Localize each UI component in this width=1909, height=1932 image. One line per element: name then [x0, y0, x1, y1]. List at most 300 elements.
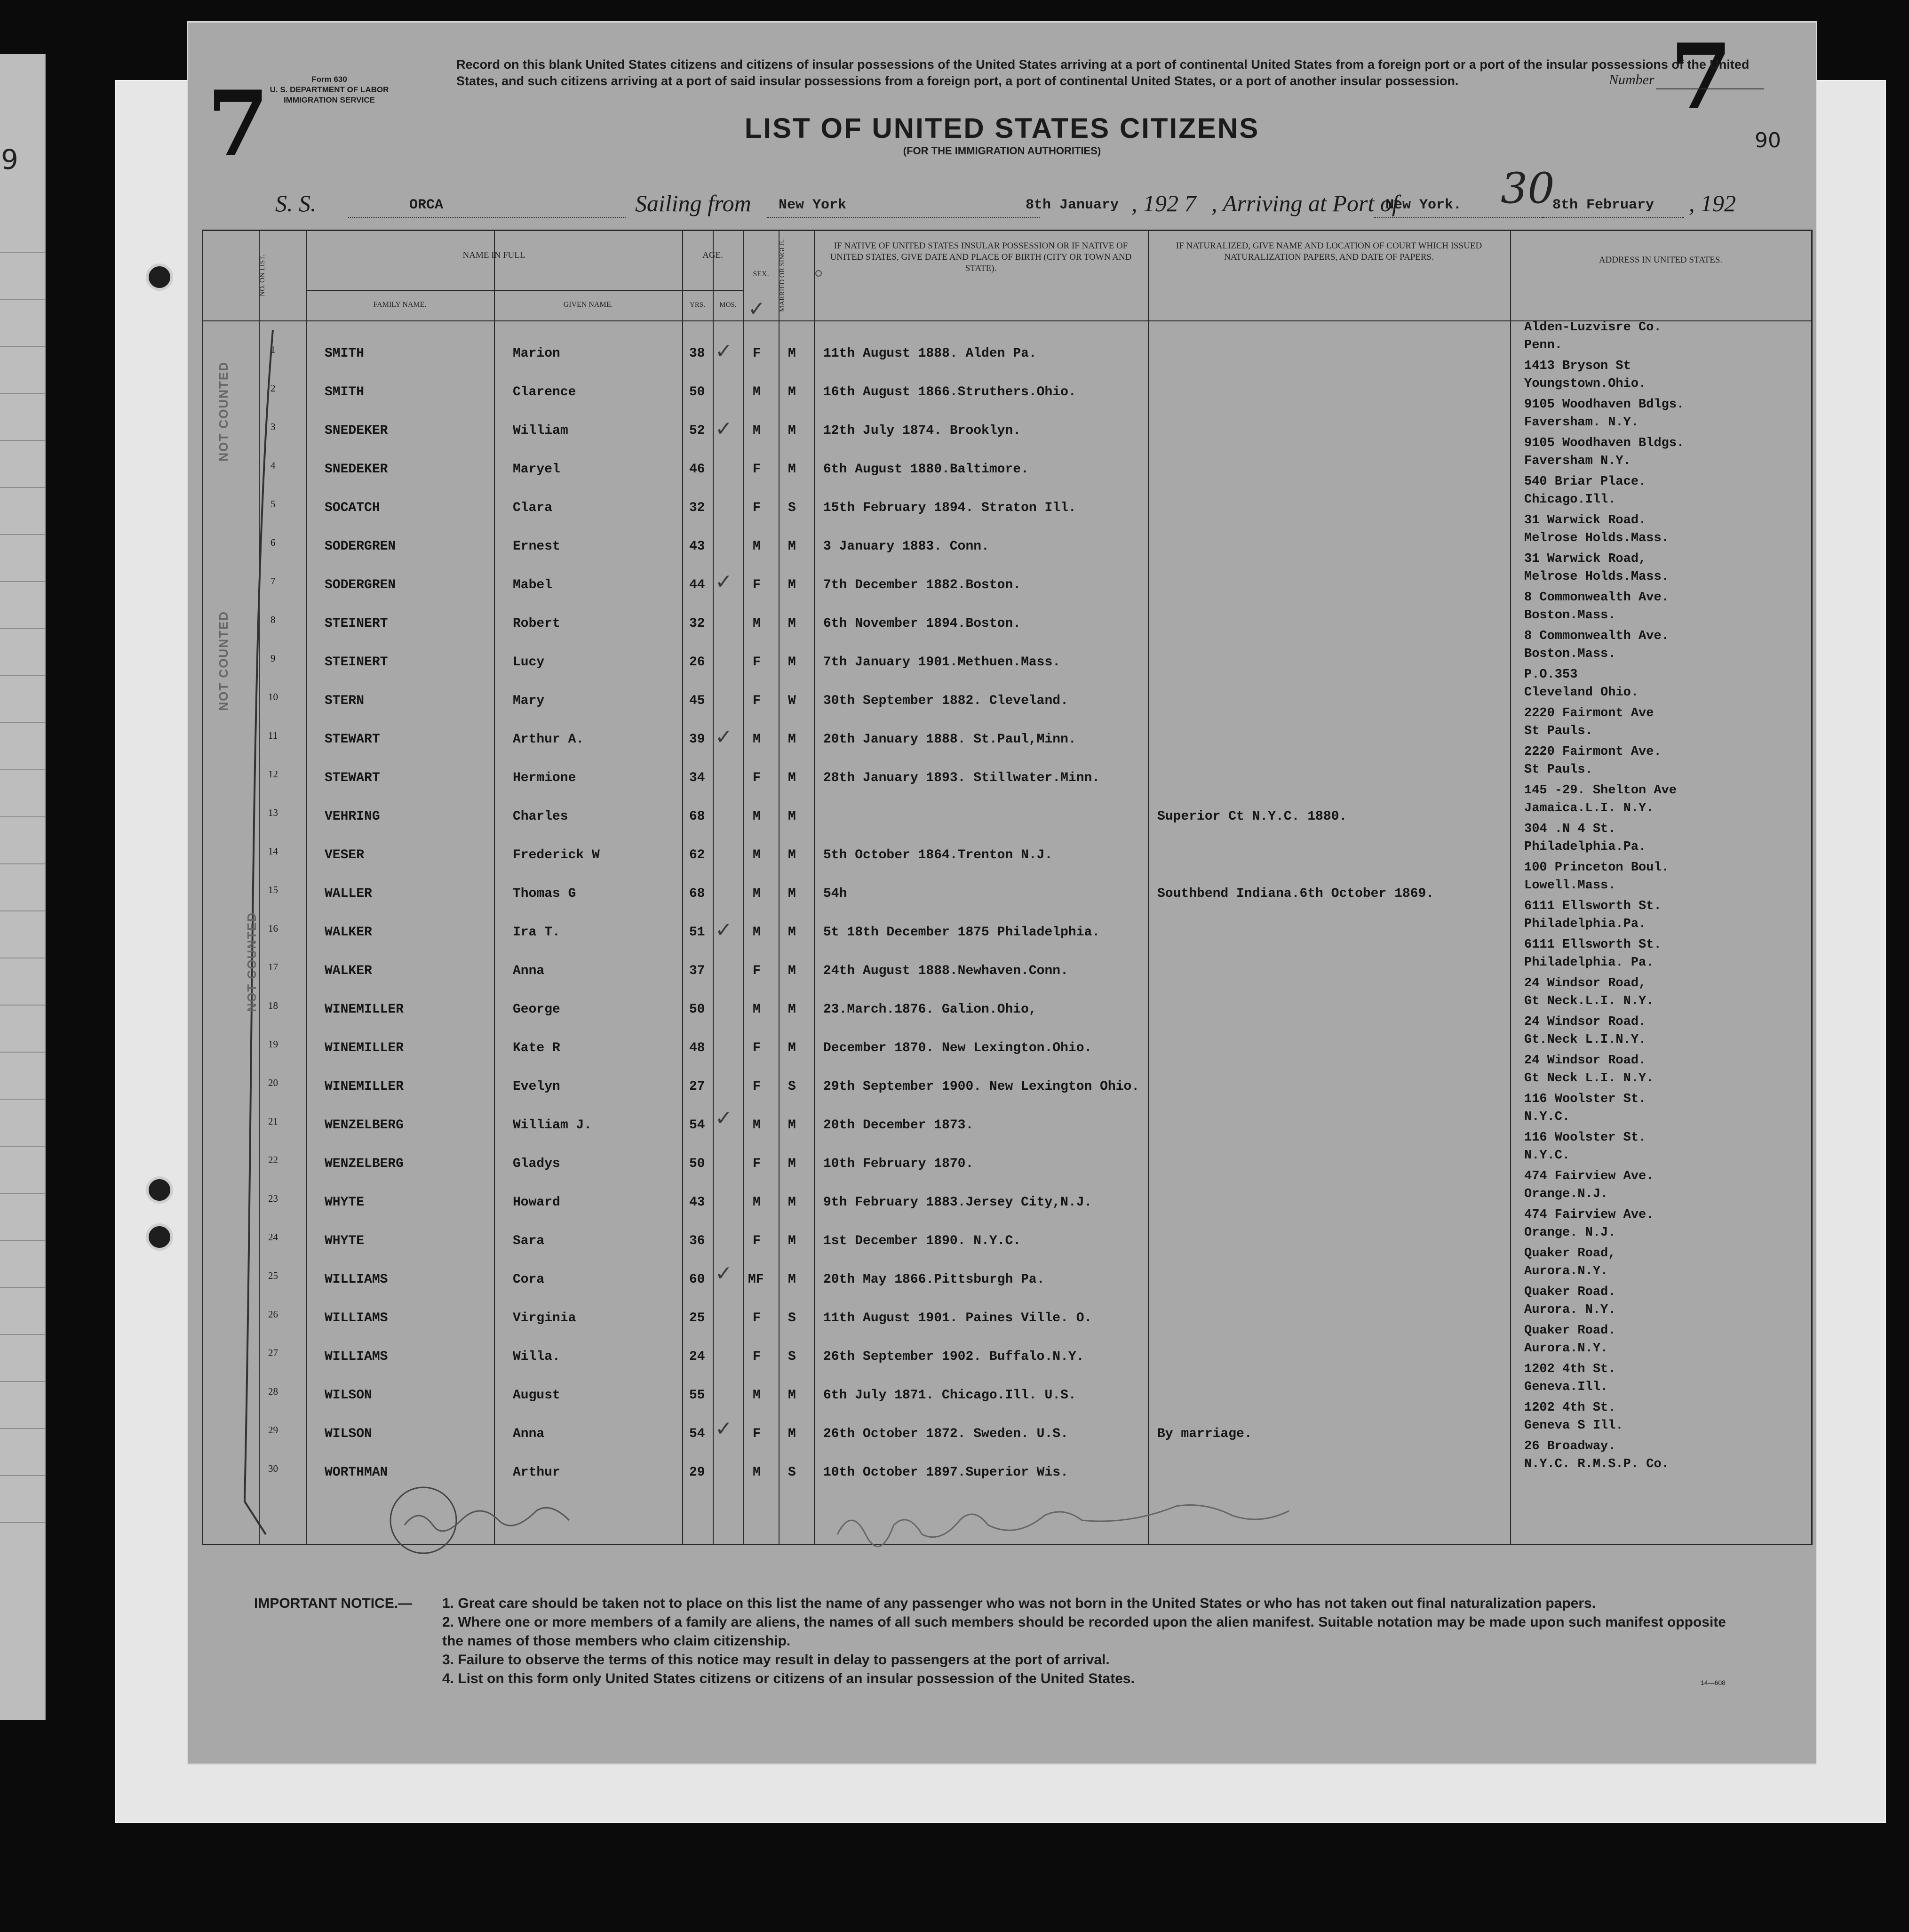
- marital-status: M: [788, 732, 796, 747]
- given-name: Lucy: [513, 655, 545, 670]
- marital-status: W: [788, 694, 796, 708]
- marital-status: M: [788, 1427, 796, 1441]
- ss-label: S. S.: [275, 190, 317, 216]
- sailing-from-port: New York: [779, 197, 847, 213]
- birth-date-place: 29th September 1900. New Lexington Ohio.: [823, 1079, 1140, 1094]
- address-line-1: P.O.353: [1524, 668, 1578, 682]
- age-years: 32: [689, 501, 705, 515]
- address-line-2: Faversham N.Y.: [1524, 454, 1631, 468]
- family-name: SOCATCH: [325, 501, 380, 515]
- sex: M: [753, 423, 761, 438]
- address-line-2: Melrose Holds.Mass.: [1524, 570, 1669, 584]
- big-number-right: 7: [1670, 24, 1733, 129]
- sex: MF: [748, 1272, 764, 1287]
- marital-status: S: [788, 1311, 796, 1325]
- age-years: 39: [689, 732, 705, 747]
- given-name: Clarence: [513, 385, 576, 399]
- sex: M: [753, 1465, 761, 1480]
- family-name: STERN: [325, 694, 365, 708]
- col-given-name: GIVEN NAME.: [563, 301, 613, 309]
- age-years: 60: [689, 1272, 705, 1287]
- address-line-2: Aurora.N.Y.: [1524, 1341, 1608, 1356]
- given-name: Robert: [513, 616, 560, 631]
- marital-status: M: [788, 423, 796, 438]
- marital-status: M: [788, 1234, 796, 1248]
- sailing-date: 8th January: [1026, 197, 1119, 213]
- col-age-yrs: YRS.: [690, 301, 705, 309]
- birth-date-place: 24th August 1888.Newhaven.Conn.: [823, 964, 1068, 978]
- given-name: Cora: [513, 1272, 545, 1287]
- family-name: SNEDEKER: [325, 462, 388, 477]
- address-line-2: Geneva.Ill.: [1524, 1380, 1608, 1394]
- handwritten-mark: [814, 269, 823, 278]
- birth-date-place: 20th December 1873.: [823, 1118, 974, 1133]
- row-number: 5: [270, 498, 276, 510]
- marital-status: M: [788, 925, 796, 940]
- birth-date-place: 9th February 1883.Jersey City,N.J.: [823, 1195, 1092, 1210]
- family-name: WALKER: [325, 925, 372, 940]
- family-name: WHYTE: [325, 1234, 365, 1248]
- given-name: Thomas G: [513, 886, 576, 901]
- address-line-1: 100 Princeton Boul.: [1524, 861, 1669, 875]
- address-line-2: Gt.Neck L.I.N.Y.: [1524, 1033, 1647, 1047]
- given-name: Virginia: [513, 1311, 576, 1325]
- number-underline: [1656, 88, 1764, 89]
- given-name: George: [513, 1002, 560, 1017]
- row-number: 27: [268, 1347, 278, 1358]
- birth-date-place: 6th August 1880.Baltimore.: [823, 462, 1029, 477]
- age-years: 54: [689, 1427, 705, 1441]
- page-title: LIST OF UNITED STATES CITIZENS: [744, 112, 1260, 144]
- birth-date-place: 11th August 1901. Paines Ville. O.: [823, 1311, 1092, 1325]
- col-age-mos: MOS.: [719, 301, 737, 309]
- family-name: SODERGREN: [325, 539, 396, 554]
- sex: F: [753, 1157, 761, 1171]
- address-line-2: Geneva S Ill.: [1524, 1419, 1623, 1433]
- birth-date-place: 11th August 1888. Alden Pa.: [823, 346, 1037, 361]
- address-line-1: 1202 4th St.: [1524, 1401, 1616, 1415]
- family-name: WALKER: [325, 964, 372, 978]
- address-line-1: 26 Broadway.: [1524, 1439, 1616, 1453]
- sex: F: [753, 655, 761, 670]
- check-mark: ✓: [715, 1417, 732, 1441]
- age-years: 36: [689, 1234, 705, 1248]
- sex: F: [753, 346, 761, 361]
- given-name: Howard: [513, 1195, 560, 1210]
- row-number: 4: [270, 460, 276, 471]
- family-name: WALLER: [325, 886, 372, 901]
- given-name: Clara: [513, 501, 553, 515]
- family-name: SODERGREN: [325, 578, 396, 592]
- address-line-1: 145 -29. Shelton Ave: [1524, 783, 1677, 798]
- address-line-1: 1202 4th St.: [1524, 1362, 1616, 1376]
- address-line-2: Gt Neck.L.I. N.Y.: [1524, 994, 1654, 1008]
- age-years: 45: [689, 694, 705, 708]
- given-name: Anna: [513, 964, 545, 978]
- given-name: Hermione: [513, 771, 576, 785]
- family-name: WORTHMAN: [325, 1465, 388, 1480]
- binder-hole: [146, 263, 173, 291]
- family-name: WILLIAMS: [325, 1272, 388, 1287]
- address-line-2: Chicago.Ill.: [1524, 493, 1616, 507]
- arriving-year: , 192: [1689, 190, 1736, 216]
- col-family-name: FAMILY NAME.: [373, 301, 427, 309]
- row-number: 30: [268, 1463, 278, 1474]
- age-years: 54: [689, 1118, 705, 1133]
- family-name: VEHRING: [325, 809, 380, 824]
- marital-status: M: [788, 809, 796, 824]
- check-mark: ✓: [748, 297, 765, 321]
- form-line: IMMIGRATION SERVICE: [284, 96, 375, 104]
- col-sex: SEX.: [753, 270, 769, 278]
- marital-status: M: [788, 886, 796, 901]
- handwritten-annotation: [386, 1478, 668, 1563]
- check-mark: ✓: [715, 1261, 732, 1285]
- birth-date-place: 26th October 1872. Sweden. U.S.: [823, 1427, 1068, 1441]
- handwritten-annotation: [833, 1501, 1312, 1558]
- row-number: 14: [268, 846, 278, 857]
- age-years: 51: [689, 925, 705, 940]
- sex: F: [753, 1041, 761, 1055]
- check-mark: ✓: [715, 725, 732, 749]
- row-number: 13: [268, 807, 278, 818]
- age-years: 48: [689, 1041, 705, 1055]
- address-line-2: Penn.: [1524, 338, 1563, 352]
- row-number: 12: [268, 768, 278, 780]
- row-number: 18: [268, 1000, 278, 1011]
- marital-status: M: [788, 578, 796, 592]
- row-number: 3: [270, 421, 276, 432]
- age-years: 50: [689, 1157, 705, 1171]
- family-name: STEWART: [325, 771, 380, 785]
- age-years: 62: [689, 848, 705, 862]
- birth-date-place: December 1870. New Lexington.Ohio.: [823, 1041, 1092, 1055]
- family-name: WILSON: [325, 1427, 372, 1441]
- address-line-2: Boston.Mass.: [1524, 608, 1616, 623]
- sex: M: [753, 809, 761, 824]
- address-line-2: Philadelphia. Pa.: [1524, 956, 1654, 970]
- sex: M: [753, 1002, 761, 1017]
- sailing-year: , 192 7: [1131, 190, 1196, 216]
- not-counted-stamp: NOT COUNTED: [216, 611, 231, 711]
- binder-hole: [146, 1176, 173, 1204]
- address-line-1: 24 Windsor Road.: [1524, 1054, 1647, 1068]
- given-name: William J.: [513, 1118, 592, 1133]
- check-mark: ✓: [715, 918, 732, 942]
- sailing-from-label: Sailing from: [635, 190, 751, 216]
- check-mark: ✓: [715, 339, 732, 363]
- given-name: Willa.: [513, 1349, 560, 1364]
- birth-date-place: 20th January 1888. St.Paul,Minn.: [823, 732, 1076, 747]
- address-line-1: 1413 Bryson St: [1524, 359, 1631, 373]
- row-number: 25: [268, 1270, 278, 1281]
- sex: F: [753, 1311, 761, 1325]
- marital-status: M: [788, 655, 796, 670]
- address-line-1: 6111 Ellsworth St.: [1524, 899, 1662, 913]
- sex: M: [753, 732, 761, 747]
- manifest-sheet: [188, 23, 1816, 1764]
- address-line-2: Cleveland Ohio.: [1524, 686, 1639, 700]
- address-line-1: 9105 Woodhaven Bldgs.: [1524, 436, 1685, 450]
- sex: F: [753, 1234, 761, 1248]
- given-name: Sara: [513, 1234, 545, 1248]
- row-number: 22: [268, 1154, 278, 1166]
- notice-heading: IMPORTANT NOTICE.—: [254, 1596, 413, 1611]
- age-years: 25: [689, 1311, 705, 1325]
- family-name: WENZELBERG: [325, 1118, 404, 1133]
- address-line-1: 116 Woolster St.: [1524, 1092, 1647, 1106]
- row-number: 9: [270, 653, 276, 664]
- given-name: Ernest: [513, 539, 560, 554]
- address-line-2: Philadelphia.Pa.: [1524, 917, 1647, 931]
- birth-date-place: 30th September 1882. Cleveland.: [823, 694, 1068, 708]
- family-name: STEINERT: [325, 655, 388, 670]
- address-line-2: Orange.N.J.: [1524, 1187, 1608, 1201]
- notice-item: 4. List on this form only United States citizens or citizens of an insular possession of the United States.: [442, 1671, 1135, 1686]
- check-mark: ✓: [715, 570, 732, 594]
- check-mark: ✓: [715, 417, 732, 441]
- birth-date-place: 7th December 1882.Boston.: [823, 578, 1021, 592]
- marital-status: M: [788, 346, 796, 361]
- marital-status: M: [788, 1195, 796, 1210]
- row-number: 1: [270, 344, 276, 355]
- marital-status: M: [788, 1118, 796, 1133]
- marital-status: M: [788, 616, 796, 631]
- marital-status: S: [788, 1465, 796, 1480]
- notice-item: 2. Where one or more members of a family are aliens, the names of all such members should be recorded upon the alien manifest. Suitable notation may be made upon such manifest opposite the names of those members who claim citizenship.: [442, 1614, 1726, 1649]
- family-name: WINEMILLER: [325, 1002, 404, 1017]
- age-years: 68: [689, 886, 705, 901]
- address-line-2: Faversham. N.Y.: [1524, 415, 1639, 430]
- address-line-1: Quaker Road,: [1524, 1246, 1616, 1261]
- family-name: WENZELBERG: [325, 1157, 404, 1171]
- row-number: 19: [268, 1038, 278, 1050]
- address-line-2: Orange. N.J.: [1524, 1226, 1616, 1240]
- arriving-port: New York.: [1385, 197, 1462, 213]
- birth-date-place: 54h: [823, 886, 847, 901]
- address-line-1: Quaker Road.: [1524, 1285, 1616, 1299]
- family-name: WILLIAMS: [325, 1311, 388, 1325]
- age-years: 26: [689, 655, 705, 670]
- address-line-1: 474 Fairview Ave.: [1524, 1169, 1654, 1183]
- given-name: Kate R: [513, 1041, 560, 1055]
- col-no-on-list: NO. ON LIST.: [259, 255, 266, 297]
- col-address: ADDRESS IN UNITED STATES.: [1599, 255, 1723, 265]
- row-number: 6: [270, 537, 276, 548]
- sex: F: [753, 462, 761, 477]
- given-name: Evelyn: [513, 1079, 560, 1094]
- age-years: 29: [689, 1465, 705, 1480]
- address-line-2: N.Y.C.: [1524, 1149, 1570, 1163]
- address-line-2: Jamaica.L.I. N.Y.: [1524, 801, 1654, 815]
- birth-date-place: 1st December 1890. N.Y.C.: [823, 1234, 1021, 1248]
- family-name: STEWART: [325, 732, 380, 747]
- address-line-2: Melrose Holds.Mass.: [1524, 531, 1669, 545]
- marital-status: M: [788, 1272, 796, 1287]
- address-line-1: 9105 Woodhaven Bdlgs.: [1524, 398, 1685, 412]
- page-subtitle: (FOR THE IMMIGRATION AUTHORITIES): [903, 145, 1101, 157]
- address-line-2: N.Y.C.: [1524, 1110, 1570, 1124]
- age-years: 68: [689, 809, 705, 824]
- address-line-1: 24 Windsor Road,: [1524, 976, 1647, 990]
- naturalization: By marriage.: [1157, 1427, 1252, 1441]
- address-line-2: N.Y.C. R.M.S.P. Co.: [1524, 1457, 1669, 1471]
- address-line-1: 8 Commonwealth Ave.: [1524, 591, 1669, 605]
- address-line-1: Quaker Road.: [1524, 1324, 1616, 1338]
- family-name: SNEDEKER: [325, 423, 388, 438]
- given-name: Mabel: [513, 578, 553, 592]
- birth-date-place: 26th September 1902. Buffalo.N.Y.: [823, 1349, 1084, 1364]
- sex: M: [753, 1388, 761, 1403]
- birth-date-place: 7th January 1901.Methuen.Mass.: [823, 655, 1061, 670]
- marital-status: M: [788, 1041, 796, 1055]
- given-name: Mary: [513, 694, 545, 708]
- form-code: 14—608: [1701, 1679, 1726, 1686]
- sex: M: [753, 886, 761, 901]
- row-number: 28: [268, 1386, 278, 1397]
- address-line-1: 2220 Fairmont Ave: [1524, 706, 1654, 720]
- family-name: SMITH: [325, 346, 365, 361]
- address-line-1: 31 Warwick Road.: [1524, 513, 1647, 527]
- address-line-2: Youngstown.Ohio.: [1524, 377, 1647, 391]
- page-number: 90: [1755, 128, 1781, 152]
- binder-hole: [146, 1223, 173, 1251]
- row-number: 7: [270, 575, 276, 587]
- marital-status: S: [788, 1079, 796, 1094]
- age-years: 43: [689, 539, 705, 554]
- sex: M: [753, 539, 761, 554]
- address-line-2: Aurora. N.Y.: [1524, 1303, 1616, 1317]
- birth-date-place: 28th January 1893. Stillwater.Minn.: [823, 771, 1100, 785]
- given-name: William: [513, 423, 568, 438]
- family-name: WHYTE: [325, 1195, 365, 1210]
- given-name: Gladys: [513, 1157, 560, 1171]
- naturalization: Southbend Indiana.6th October 1869.: [1157, 886, 1434, 901]
- marital-status: M: [788, 848, 796, 862]
- voyage-line: [188, 190, 1816, 223]
- row-number: 26: [268, 1309, 278, 1320]
- given-name: Maryel: [513, 462, 560, 477]
- arriving-label: , Arriving at Port of: [1211, 190, 1399, 216]
- col-age: AGE.: [702, 250, 723, 260]
- given-name: Anna: [513, 1427, 545, 1441]
- family-name: WILLIAMS: [325, 1349, 388, 1364]
- big-number-left: 7: [207, 71, 270, 176]
- address-line-2: Boston.Mass.: [1524, 647, 1616, 661]
- age-years: 43: [689, 1195, 705, 1210]
- address-line-1: 6111 Ellsworth St.: [1524, 938, 1662, 952]
- row-number: 15: [268, 884, 278, 895]
- row-number: 8: [270, 614, 276, 625]
- age-years: 44: [689, 578, 705, 592]
- row-number: 23: [268, 1193, 278, 1204]
- sex: M: [753, 848, 761, 862]
- address-line-1: Alden-Luzvisre Co.: [1524, 320, 1662, 335]
- arriving-date: 8th February: [1552, 197, 1654, 213]
- birth-date-place: 6th November 1894.Boston.: [823, 616, 1021, 631]
- address-line-1: 474 Fairview Ave.: [1524, 1208, 1654, 1222]
- marital-status: M: [788, 539, 796, 554]
- given-name: Ira T.: [513, 925, 560, 940]
- number-label: Number: [1609, 72, 1654, 88]
- family-name: WINEMILLER: [325, 1079, 404, 1094]
- address-line-1: 304 .N 4 St.: [1524, 822, 1616, 836]
- birth-date-place: 16th August 1866.Struthers.Ohio.: [823, 385, 1076, 399]
- header-instruction: Record on this blank United States citizens and citizens of insular possessions of the United States arriving at a port of continental United States from a foreign port or a port of the insular possessions of the United States, and such citizens arriving at a port of said insular possessions from a foreign port, a port of continental United States, or a port of another insular possession.: [456, 57, 1750, 88]
- sex: F: [753, 1079, 761, 1094]
- col-native-birth: IF NATIVE OF UNITED STATES INSULAR POSSESSION OR IF NATIVE OF UNITED STATES, GIVE DATE AND PLACE OF BIRTH (CITY OR TOWN AND STATE).: [830, 241, 1132, 273]
- notice-item: 3. Failure to observe the terms of this notice may result in delay to passengers at the port of arrival.: [442, 1652, 1110, 1668]
- row-number: 21: [268, 1116, 278, 1127]
- age-years: 52: [689, 423, 705, 438]
- address-line-2: Lowell.Mass.: [1524, 878, 1616, 893]
- sex: M: [753, 616, 761, 631]
- birth-date-place: 23.March.1876. Galion.Ohio,: [823, 1002, 1037, 1017]
- address-line-1: 31 Warwick Road,: [1524, 552, 1647, 566]
- sex: F: [753, 1349, 761, 1364]
- form-identifier: [245, 74, 414, 105]
- age-years: 55: [689, 1388, 705, 1403]
- sex: F: [753, 771, 761, 785]
- address-line-1: 24 Windsor Road.: [1524, 1015, 1647, 1029]
- sex: M: [753, 385, 761, 399]
- sex: F: [753, 501, 761, 515]
- birth-date-place: 5th October 1864.Trenton N.J.: [823, 848, 1053, 862]
- marital-status: S: [788, 501, 796, 515]
- sex: M: [753, 1118, 761, 1133]
- row-number: 2: [270, 383, 276, 394]
- marital-status: M: [788, 385, 796, 399]
- row-number: 20: [268, 1077, 278, 1088]
- sex: M: [753, 1195, 761, 1210]
- row-number: 29: [268, 1424, 278, 1436]
- adjacent-page-number: 9: [1, 144, 18, 176]
- sex: F: [753, 694, 761, 708]
- address-line-1: 540 Briar Place.: [1524, 475, 1647, 489]
- address-line-2: St Pauls.: [1524, 763, 1593, 777]
- birth-date-place: 10th October 1897.Superior Wis.: [823, 1465, 1068, 1480]
- birth-date-place: 10th February 1870.: [823, 1157, 974, 1171]
- naturalization: Superior Ct N.Y.C. 1880.: [1157, 809, 1347, 824]
- birth-date-place: 12th July 1874. Brooklyn.: [823, 423, 1021, 438]
- age-years: 27: [689, 1079, 705, 1094]
- sex: F: [753, 1427, 761, 1441]
- age-years: 37: [689, 964, 705, 978]
- family-name: STEINERT: [325, 616, 388, 631]
- given-name: Charles: [513, 809, 568, 824]
- col-married-or-single: MARRIED OR SINGLE.: [779, 239, 786, 312]
- family-name: WINEMILLER: [325, 1041, 404, 1055]
- family-name: WILSON: [325, 1388, 372, 1403]
- address-line-1: 116 Woolster St.: [1524, 1131, 1647, 1145]
- given-name: Marion: [513, 346, 560, 361]
- form-line: Form 630: [311, 75, 347, 84]
- notice-item: 1. Great care should be taken not to place on this list the name of any passenger who was not born in the United States or who has not taken out final naturalization papers.: [442, 1596, 1596, 1611]
- age-years: 46: [689, 462, 705, 477]
- birth-date-place: 20th May 1866.Pittsburgh Pa.: [823, 1272, 1045, 1287]
- age-years: 24: [689, 1349, 705, 1364]
- family-name: SMITH: [325, 385, 365, 399]
- row-number: 17: [268, 961, 278, 973]
- col-name-in-full: NAME IN FULL: [462, 250, 525, 260]
- age-years: 38: [689, 346, 705, 361]
- col-naturalized: IF NATURALIZED, GIVE NAME AND LOCATION OF COURT WHICH ISSUED NATURALIZATION PAPERS, AND DATE OF PAPERS.: [1176, 241, 1482, 262]
- age-years: 34: [689, 771, 705, 785]
- given-name: Arthur: [513, 1465, 560, 1480]
- marital-status: M: [788, 964, 796, 978]
- marital-status: M: [788, 771, 796, 785]
- ship-name: ORCA: [409, 197, 444, 213]
